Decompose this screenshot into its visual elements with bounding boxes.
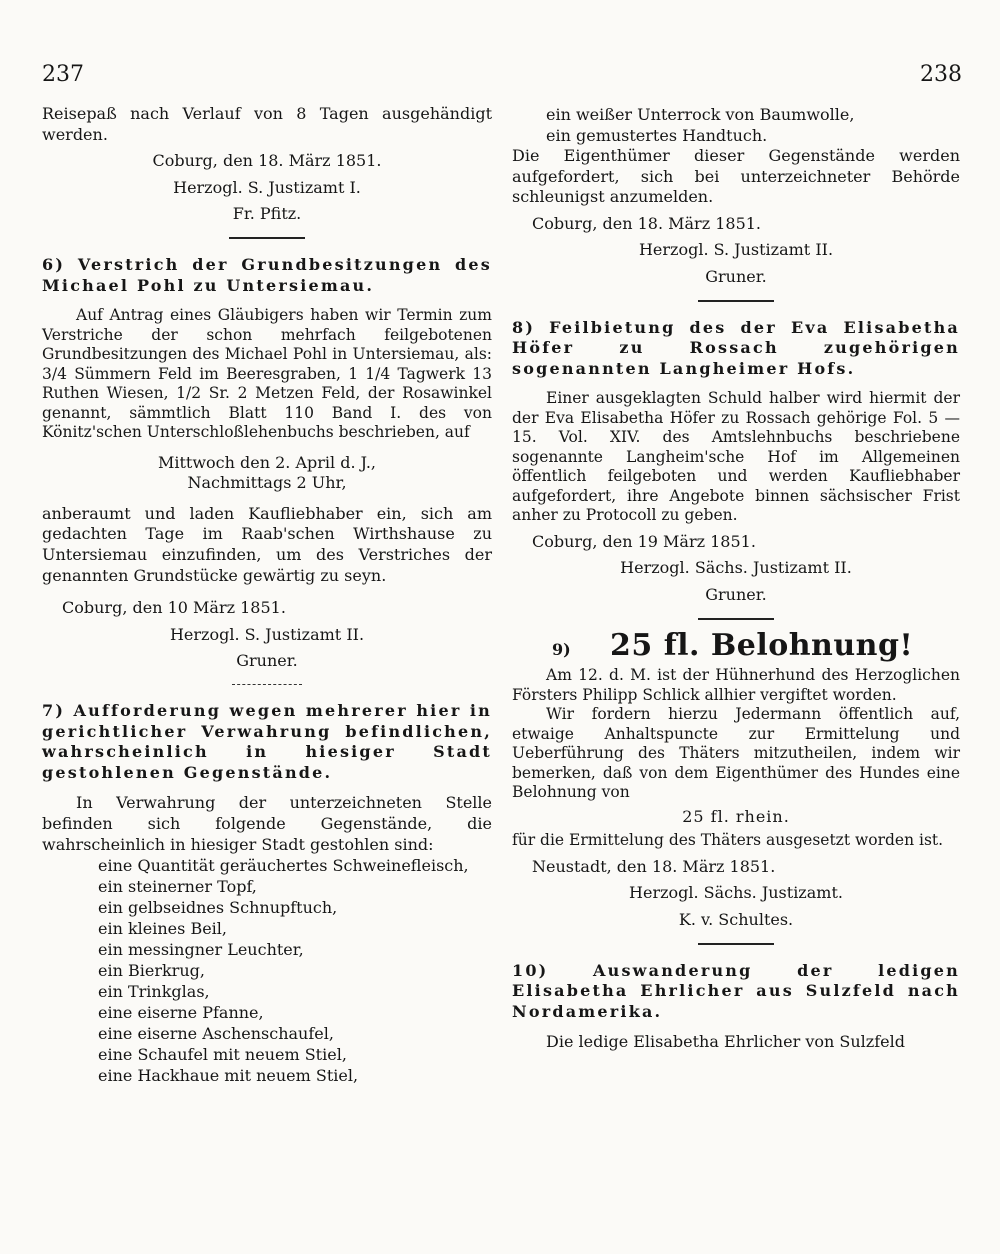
- list-item: ein Bierkrug,: [98, 961, 205, 981]
- right-column: [512, 104, 960, 1053]
- section-6-body: Auf Antrag eines Gläubigers haben wir Termin zum Verstriche der schon mehrfach feilgebotenen Grundbesitzungen des Michael Pohl in Untersiemau, als: 3/4 Sümmern Feld im Beeresgraben, 1 1/4 Tagwerk 13 Ruthen Wiesen, 1/2 Sr. 2 Metzen Feld, der Rosawinkel genannt, sämmtlich Blatt 110 Band I. des von Könitz'schen Unterschloßlehenbuchs beschrieben, auf: [42, 306, 492, 442]
- section-9-header: [512, 627, 960, 663]
- separator: [232, 684, 302, 685]
- list-item: eine Schaufel mit neuem Stiel,: [98, 1045, 347, 1065]
- left-column: [42, 104, 492, 1086]
- section-8-body: Einer ausgeklagten Schuld halber wird hiermit der der Eva Elisabetha Höfer zu Rossach gehörige Fol. 5 — 15. Vol. XIV. des Amtslehnbuchs beschriebene sogenannte Langheim'sche Hof im Allgemeinen öffentlich feilgeboten und werden Kaufliebhaber aufgefordert, ihre Angebote binnen sächsischer Frist anher zu Protocoll zu geben.: [512, 389, 960, 525]
- section-7-office: Herzogl. S. Justizamt II.: [638, 240, 834, 260]
- separator: [698, 618, 774, 620]
- section-6-date: Mittwoch den 2. April d. J.,: [157, 452, 376, 472]
- section-9-body-2: Wir fordern hierzu Jedermann öffentlich auf, etwaige Anhaltspuncte zur Ermittelung und Ueberführung des Thäters mitzutheilen, indem wir bemerken, daß von dem Eigenthümer des Hundes eine Belohnung von: [512, 705, 960, 802]
- office-1: Herzogl. S. Justizamt I.: [173, 177, 361, 197]
- list-item: eine eiserne Aschenschaufel,: [98, 1024, 334, 1044]
- section-6-office: Herzogl. S. Justizamt II.: [169, 624, 365, 644]
- coburg-date-1: Coburg, den 18. März 1851.: [152, 151, 382, 171]
- list-item: ein gemustertes Handtuch.: [546, 126, 768, 145]
- section-9-office: Herzogl. Sächs. Justizamt.: [629, 883, 843, 903]
- list-item: eine Quantität geräuchertes Schweinefleisch,: [98, 856, 469, 876]
- section-10-heading: 10) Auswanderung der ledigen Elisabetha Ehrlicher aus Sulzfeld nach Nordamerika.: [512, 960, 960, 1021]
- list-item: ein messingner Leuchter,: [98, 940, 304, 960]
- section-8-heading: 8) Feilbietung des der Eva Elisabetha Höfer zu Rossach zugehörigen sogenannten Langheimer Hofs.: [512, 317, 960, 378]
- continued-text: Reisepaß nach Verlauf von 8 Tagen ausgehändigt werden.: [42, 104, 492, 144]
- section-6-heading: 6) Verstrich der Grundbesitzungen des Michael Pohl zu Untersiemau.: [42, 254, 492, 295]
- list-item: ein kleines Beil,: [98, 919, 227, 939]
- separator: [698, 300, 774, 302]
- list-item: ein steinerner Topf,: [98, 877, 257, 897]
- section-9-body: Am 12. d. M. ist der Hühnerhund des Herzoglichen Försters Philipp Schlick allhier vergiftet worden.: [512, 666, 960, 704]
- list-item: ein gelbseidnes Schnupftuch,: [98, 898, 338, 918]
- section-6-signatory: Gruner.: [236, 651, 298, 671]
- section-7-place-date: Coburg, den 18. März 1851.: [532, 213, 762, 233]
- section-7-signatory: Gruner.: [705, 266, 767, 286]
- section-6-time: Nachmittags 2 Uhr,: [187, 473, 347, 493]
- section-8-signatory: Gruner.: [705, 585, 767, 605]
- section-9-title: 25 fl. Belohnung!: [610, 627, 914, 663]
- section-9-place-date: Neustadt, den 18. März 1851.: [532, 856, 776, 876]
- list-item: ein Trinkglas,: [98, 982, 210, 1002]
- section-9-signatory: K. v. Schultes.: [678, 910, 794, 929]
- section-7-body: In Verwahrung der unterzeichneten Stelle befinden sich folgende Gegenstände, die wahrscheinlich in hiesiger Stadt gestohlen sind:: [42, 793, 492, 854]
- section-7-item-list-continued: [512, 104, 960, 146]
- list-item: eine Hackhaue mit neuem Stiel,: [98, 1066, 359, 1086]
- separator: [229, 237, 305, 239]
- separator: [698, 943, 774, 945]
- section-7-item-list: [42, 855, 492, 1086]
- list-item: eine eiserne Pfanne,: [98, 1003, 264, 1023]
- section-10-body: Die ledige Elisabetha Ehrlicher von Sulzfeld: [546, 1032, 905, 1052]
- section-9-number: 9): [552, 639, 571, 659]
- list-item: ein weißer Unterrock von Baumwolle,: [546, 105, 855, 124]
- section-8-place-date: Coburg, den 19 März 1851.: [532, 531, 756, 551]
- signatory-1: Fr. Pfitz.: [232, 204, 302, 224]
- page-number-right: 238: [920, 62, 962, 87]
- page-number-left: 237: [42, 62, 84, 87]
- section-8-office: Herzogl. Sächs. Justizamt II.: [620, 558, 852, 578]
- section-9-reward-amount: 25 fl. rhein.: [682, 806, 790, 826]
- section-7-body-2: Die Eigenthümer dieser Gegenstände werden aufgefordert, sich bei unterzeichneter Behörde schleunigst anzumelden.: [512, 146, 960, 207]
- section-7-heading: 7) Aufforderung wegen mehrerer hier in gerichtlicher Verwahrung befindlichen, wahrscheinlich in hiesiger Stadt gestohlenen Gegenstände.: [42, 701, 492, 782]
- section-6-place-date: Coburg, den 10 März 1851.: [62, 598, 286, 618]
- section-9-body-3: für die Ermittelung des Thäters ausgesetzt worden ist.: [512, 831, 944, 850]
- section-6-body-2: anberaumt und laden Kaufliebhaber ein, sich am gedachten Tage im Raab'schen Wirthshause zu Untersiemau einzufinden, um des Verstriches der genannten Grundstücke gewärtig zu seyn.: [42, 503, 492, 585]
